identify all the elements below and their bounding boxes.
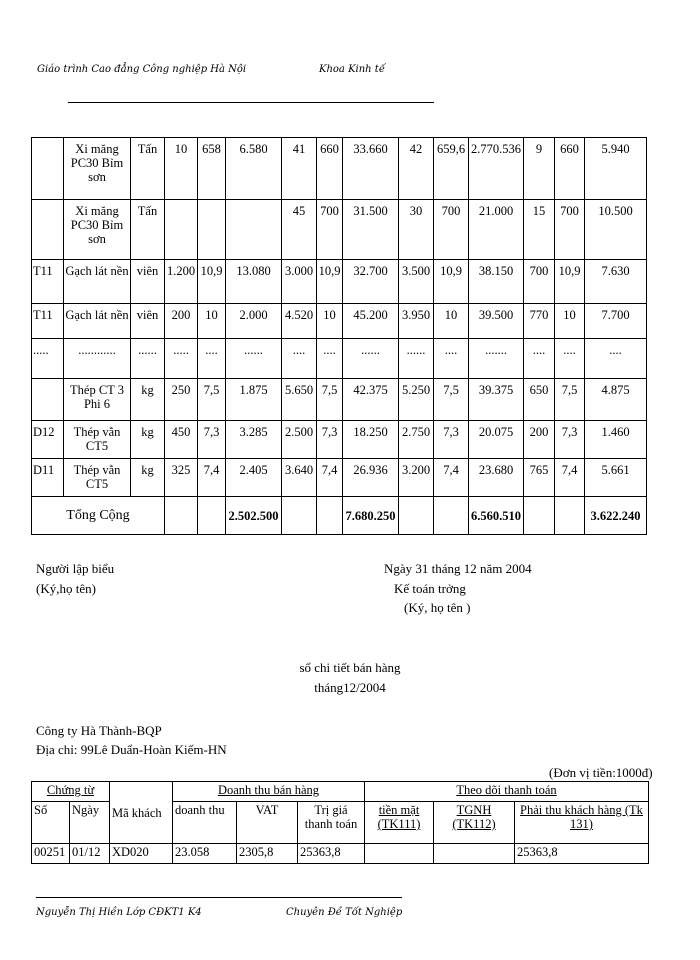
table-row — [32, 304, 647, 339]
header-date: Ngày — [70, 802, 110, 844]
table-cell: 3.640 — [282, 459, 317, 497]
table-cell: 7,5 — [198, 379, 226, 421]
table-cell: 2.500 — [282, 421, 317, 459]
page-footer-right: Chuyên Đề Tốt Nghiệp — [286, 907, 403, 918]
header-bank: TGNH (TK112) — [434, 802, 515, 844]
ledger-period: tháng12/2004 — [314, 680, 386, 695]
table-cell: kg — [131, 421, 165, 459]
table-cell: 700 — [317, 200, 343, 260]
table-cell: 7,4 — [198, 459, 226, 497]
header-receivable: Phải thu khách hàng (Tk 131) — [515, 802, 649, 844]
table-cell: .... — [282, 339, 317, 379]
table-cell — [226, 200, 282, 260]
table-cell: 6.580 — [226, 138, 282, 200]
table-cell: kg — [131, 379, 165, 421]
header-sales: doanh thu — [173, 802, 237, 844]
table-cell: T11 — [32, 304, 64, 339]
table-cell: 1.875 — [226, 379, 282, 421]
table-cell: 7,5 — [555, 379, 585, 421]
table-row — [32, 379, 647, 421]
ledger-cell: XD020 — [110, 844, 173, 864]
table-cell: 7,3 — [198, 421, 226, 459]
total-row — [32, 497, 647, 535]
table-cell: 658 — [198, 138, 226, 200]
table-cell: 21.000 — [469, 200, 524, 260]
table-cell: 7,3 — [434, 421, 469, 459]
table-cell: 10 — [198, 304, 226, 339]
table-cell: 7,3 — [555, 421, 585, 459]
table-cell: 700 — [524, 260, 555, 304]
table-cell: 13.080 — [226, 260, 282, 304]
table-cell — [198, 200, 226, 260]
footer-rule — [36, 897, 402, 898]
table-cell: 1.460 — [585, 421, 647, 459]
table-row — [32, 200, 647, 260]
total-value-2: 7.680.250 — [343, 497, 399, 535]
table-cell: 10,9 — [317, 260, 343, 304]
ledger-cell: 2305,8 — [237, 844, 298, 864]
table-cell: Thép vằn CT5 — [64, 421, 131, 459]
table-cell: ..... — [165, 339, 198, 379]
preparer-title: Người lập biểu — [36, 561, 115, 576]
page-header-left: Giáo trình Cao đẳng Công nghiệp Hà Nội — [37, 64, 247, 75]
table-cell: 3.200 — [399, 459, 434, 497]
sign-date: Ngày 31 tháng 12 năm 2004 — [384, 561, 532, 576]
table-cell: 7,4 — [434, 459, 469, 497]
table-cell: 3.500 — [399, 260, 434, 304]
table-cell: 3.950 — [399, 304, 434, 339]
table-cell: 5.650 — [282, 379, 317, 421]
table-cell: 9 — [524, 138, 555, 200]
table-cell: Thép CT 3 Phi 6 — [64, 379, 131, 421]
table-cell: 23.680 — [469, 459, 524, 497]
table-cell: 770 — [524, 304, 555, 339]
table-cell — [32, 379, 64, 421]
total-value-1: 2.502.500 — [226, 497, 282, 535]
table-cell: 26.936 — [343, 459, 399, 497]
header-voucher: Chứng từ — [32, 782, 110, 802]
header-revenue: Doanh thu bán hàng — [173, 782, 365, 802]
header-no: Số — [32, 802, 70, 844]
table-cell: T11 — [32, 260, 64, 304]
table-cell: .... — [317, 339, 343, 379]
table-cell: .... — [555, 339, 585, 379]
table-cell: 325 — [165, 459, 198, 497]
table-cell: kg — [131, 459, 165, 497]
table-cell: 10 — [317, 304, 343, 339]
table-cell: ............ — [64, 339, 131, 379]
ledger-title: sổ chi tiết bán hàng — [299, 660, 401, 675]
table-cell: 10,9 — [434, 260, 469, 304]
total-value-3: 6.560.510 — [469, 497, 524, 535]
ledger-cell: 23.058 — [173, 844, 237, 864]
table-cell: 5.940 — [585, 138, 647, 200]
total-value-4: 3.622.240 — [585, 497, 647, 535]
inventory-table — [31, 137, 647, 535]
table-cell: 15 — [524, 200, 555, 260]
table-cell: 700 — [434, 200, 469, 260]
table-cell: Xi măng PC30 Bỉm sơn — [64, 138, 131, 200]
table-cell: 10 — [434, 304, 469, 339]
table-cell: 7,5 — [317, 379, 343, 421]
table-cell: 31.500 — [343, 200, 399, 260]
table-cell: 10 — [165, 138, 198, 200]
header-payment: Theo dõi thanh toán — [365, 782, 649, 802]
table-cell: 5.661 — [585, 459, 647, 497]
ledger-cell — [365, 844, 434, 864]
currency-unit: (Đơn vị tiền:1000đ) — [549, 765, 653, 780]
ledger-cell: 25363,8 — [298, 844, 365, 864]
header-rule — [68, 102, 434, 103]
table-cell: 1.200 — [165, 260, 198, 304]
table-cell: 200 — [165, 304, 198, 339]
table-cell: .... — [434, 339, 469, 379]
table-cell: 7.700 — [585, 304, 647, 339]
table-cell: ..... — [32, 339, 64, 379]
table-cell: D11 — [32, 459, 64, 497]
accountant-sub: (Ký, họ tên ) — [404, 600, 471, 615]
table-cell: 39.375 — [469, 379, 524, 421]
table-cell: 2.405 — [226, 459, 282, 497]
table-cell: 42.375 — [343, 379, 399, 421]
table-cell: 7,4 — [317, 459, 343, 497]
table-cell: 660 — [555, 138, 585, 200]
table-cell: Xi măng PC30 Bỉm sơn — [64, 200, 131, 260]
table-cell: 660 — [317, 138, 343, 200]
table-cell: 650 — [524, 379, 555, 421]
header-payment-value: Trị giá thanh toán — [298, 802, 365, 844]
page-footer-left: Nguyễn Thị Hiền Lớp CĐKT1 K4 — [36, 907, 202, 918]
table-row — [32, 459, 647, 497]
table-cell: 10,9 — [198, 260, 226, 304]
table-cell: 10,9 — [555, 260, 585, 304]
table-cell: ....... — [469, 339, 524, 379]
table-cell: ...... — [131, 339, 165, 379]
table-cell: Tấn — [131, 138, 165, 200]
header-vat: VAT — [237, 802, 298, 844]
ledger-cell: 00251 — [32, 844, 70, 864]
table-cell: 7,4 — [555, 459, 585, 497]
table-cell — [32, 200, 64, 260]
table-cell: 659,6 — [434, 138, 469, 200]
table-row — [32, 138, 647, 200]
table-row — [32, 339, 647, 379]
table-cell: 2.750 — [399, 421, 434, 459]
table-cell: .... — [524, 339, 555, 379]
table-row — [32, 421, 647, 459]
ledger-row — [32, 844, 649, 864]
table-cell: 5.250 — [399, 379, 434, 421]
table-cell: 7.630 — [585, 260, 647, 304]
table-cell: 38.150 — [469, 260, 524, 304]
company-name: Công ty Hà Thành-BQP — [36, 723, 162, 738]
table-cell: 4.875 — [585, 379, 647, 421]
page-header-right: Khoa Kinh tế — [319, 64, 385, 75]
sales-ledger-table — [31, 781, 649, 864]
table-cell: 18.250 — [343, 421, 399, 459]
table-cell: ...... — [226, 339, 282, 379]
table-cell: ...... — [343, 339, 399, 379]
total-label: Tổng Cộng — [32, 497, 165, 535]
table-cell: 33.660 — [343, 138, 399, 200]
table-cell: .... — [198, 339, 226, 379]
ledger-cell — [434, 844, 515, 864]
table-cell: 10.500 — [585, 200, 647, 260]
table-cell: .... — [585, 339, 647, 379]
table-cell: 41 — [282, 138, 317, 200]
table-cell: 20.075 — [469, 421, 524, 459]
table-cell: 450 — [165, 421, 198, 459]
header-customer: Mã khách — [110, 782, 173, 844]
accountant-title: Kế toán trởng — [394, 581, 466, 596]
ledger-cell: 01/12 — [70, 844, 110, 864]
table-cell: 200 — [524, 421, 555, 459]
table-cell: 39.500 — [469, 304, 524, 339]
table-cell — [165, 200, 198, 260]
table-cell: 32.700 — [343, 260, 399, 304]
table-cell: Thép vằn CT5 — [64, 459, 131, 497]
company-address: Địa chỉ: 99Lê Duẩn-Hoàn Kiếm-HN — [36, 742, 227, 757]
table-cell: 42 — [399, 138, 434, 200]
table-cell: ...... — [399, 339, 434, 379]
table-cell: 10 — [555, 304, 585, 339]
ledger-cell: 25363,8 — [515, 844, 649, 864]
table-cell: 700 — [555, 200, 585, 260]
table-cell: 2.000 — [226, 304, 282, 339]
table-cell: 45 — [282, 200, 317, 260]
table-cell: Gạch lát nền — [64, 304, 131, 339]
table-cell: 250 — [165, 379, 198, 421]
table-cell: 7,5 — [434, 379, 469, 421]
table-cell: 4.520 — [282, 304, 317, 339]
table-cell: 45.200 — [343, 304, 399, 339]
table-cell: D12 — [32, 421, 64, 459]
table-cell: 2.770.536 — [469, 138, 524, 200]
table-cell: Tấn — [131, 200, 165, 260]
table-cell: 765 — [524, 459, 555, 497]
table-cell: viên — [131, 304, 165, 339]
preparer-sub: (Ký,họ tên) — [36, 581, 96, 596]
table-cell: 3.285 — [226, 421, 282, 459]
table-cell: 3.000 — [282, 260, 317, 304]
header-cash: tiền mặt (TK111) — [365, 802, 434, 844]
table-cell: 7,3 — [317, 421, 343, 459]
table-cell: viên — [131, 260, 165, 304]
table-cell — [32, 138, 64, 200]
table-row — [32, 260, 647, 304]
table-cell: 30 — [399, 200, 434, 260]
table-cell: Gạch lát nền — [64, 260, 131, 304]
